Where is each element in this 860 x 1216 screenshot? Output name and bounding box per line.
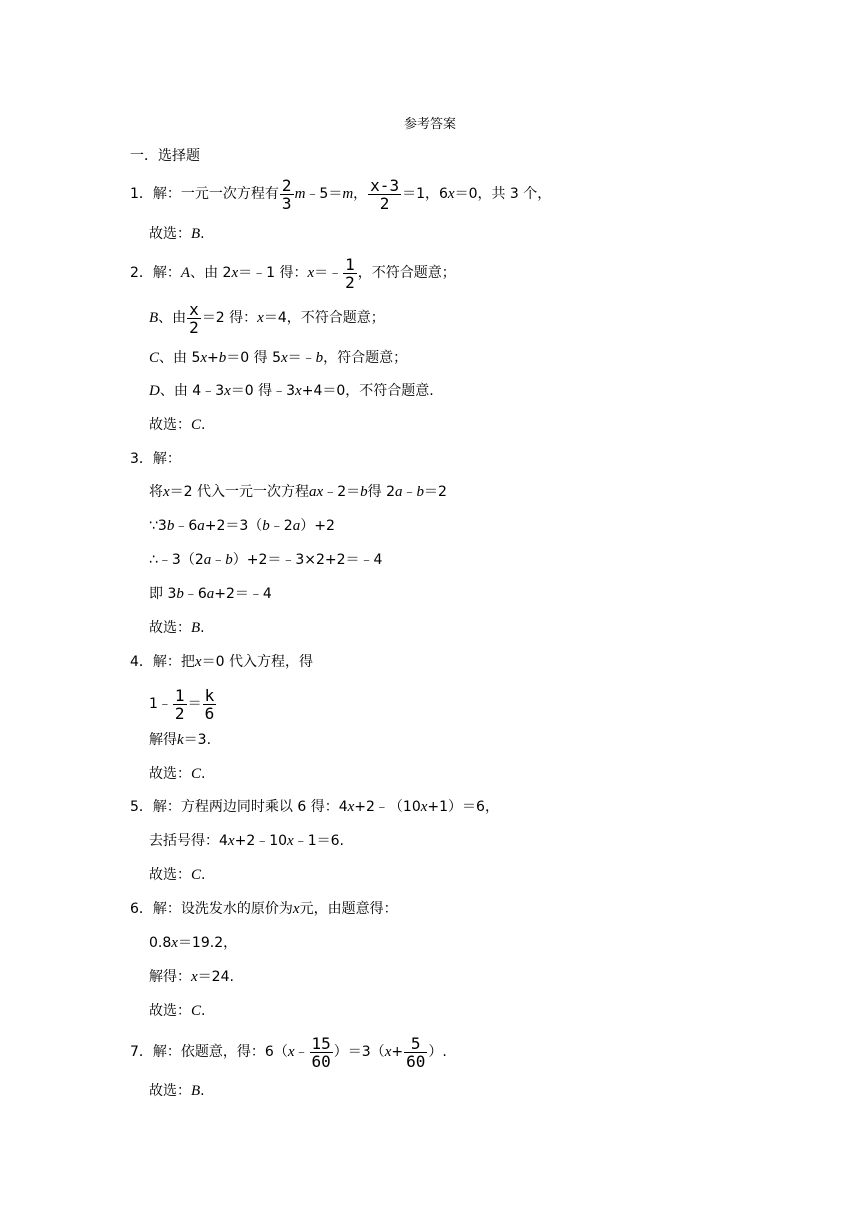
text: . <box>201 766 206 782</box>
answer-letter: C <box>191 867 202 883</box>
answer-label: 故选： <box>149 766 191 782</box>
variable: b <box>225 552 233 568</box>
answer-letter: C <box>191 1003 202 1019</box>
text: 得 2 <box>367 484 395 500</box>
text: ＝19.2， <box>177 935 238 951</box>
text: 元，由题意得： <box>299 901 398 917</box>
text: ＝﹣ <box>287 350 316 366</box>
text: 、由 2 <box>190 265 232 281</box>
text: 0.8 <box>149 935 172 951</box>
text: +4＝0，不符合题意. <box>301 383 434 399</box>
text: ＝﹣ <box>314 265 343 281</box>
text: ＝4，不符合题意； <box>263 310 385 326</box>
answer-letter: C <box>191 417 202 433</box>
text: ，不符合题意； <box>357 265 456 281</box>
text: +2﹣10 <box>234 833 288 849</box>
text: 将 <box>149 484 163 500</box>
option-letter: A <box>180 265 191 281</box>
numerator: 15 <box>311 1033 331 1053</box>
text: ﹣6 <box>174 518 198 534</box>
text: ＝2 得： <box>201 310 258 326</box>
answer-letter: B <box>191 1083 201 1099</box>
text: 3．解： <box>130 451 181 467</box>
text: ＝0 得﹣3 <box>230 383 296 399</box>
variable: a <box>394 484 403 500</box>
text: +2﹣（10 <box>354 799 421 815</box>
numerator: k <box>204 685 215 705</box>
option-letter: C <box>149 350 160 366</box>
q4-line-1 <box>130 642 313 682</box>
text: . <box>200 226 205 242</box>
text: ＝ <box>187 696 202 712</box>
text: ＝0 得 5 <box>226 350 281 366</box>
variable: x <box>224 383 231 399</box>
answer-label: 故选： <box>149 226 191 242</box>
fraction <box>280 177 294 212</box>
variable: x <box>191 969 198 985</box>
text: 7．解：依题意，得：6（ <box>130 1044 288 1060</box>
denominator: 2 <box>174 703 185 723</box>
denominator: 3 <box>281 193 292 213</box>
variable: b <box>315 350 324 366</box>
variable: x <box>287 833 294 849</box>
variable: b <box>360 484 368 500</box>
text: ＝0，共 3 个， <box>454 186 552 202</box>
text: + <box>207 350 219 366</box>
answer-letter: C <box>191 766 202 782</box>
fraction <box>310 1035 333 1070</box>
answer-label: 故选： <box>149 620 191 636</box>
q1-solution <box>130 174 551 214</box>
variable: x <box>163 484 170 500</box>
variable: x <box>420 799 428 815</box>
variable: x <box>347 799 355 815</box>
text: ＝3. <box>183 732 212 748</box>
q2-line-1 <box>130 253 456 293</box>
fraction <box>343 256 357 291</box>
fraction <box>187 301 201 336</box>
variable: x <box>295 383 302 399</box>
text: 解得 <box>149 732 177 748</box>
q2-line-2 <box>149 298 385 338</box>
q7-answer <box>149 1071 205 1111</box>
section-heading: 一．选择题 <box>130 148 200 164</box>
numerator: x <box>189 299 199 319</box>
text: 4．解：把 <box>130 654 195 670</box>
variable: x <box>447 186 455 202</box>
answer-letter: B <box>191 620 201 636</box>
text: ﹣2＝ <box>323 484 361 500</box>
option-letter: B <box>149 310 159 326</box>
text: ）+2＝﹣3×2+2＝﹣4 <box>232 552 383 568</box>
text: ﹣ <box>211 552 226 568</box>
text: +2＝3（ <box>204 518 263 534</box>
numerator: 1 <box>174 685 185 705</box>
numerator: 5 <box>410 1033 421 1053</box>
denominator: 2 <box>345 272 355 292</box>
variable: b <box>416 484 424 500</box>
variable: x <box>194 654 202 670</box>
text: 解得： <box>149 969 191 985</box>
fraction <box>203 687 217 722</box>
text: . <box>201 867 206 883</box>
text: ﹣1＝6. <box>293 833 344 849</box>
variable: b <box>262 518 270 534</box>
fraction <box>404 1035 427 1070</box>
text: +2＝﹣4 <box>214 586 272 602</box>
variable: x <box>227 833 235 849</box>
answer-label: 故选： <box>149 1003 191 1019</box>
text: . <box>200 620 205 636</box>
variable: x <box>231 265 239 281</box>
text: +1）＝6， <box>427 799 499 815</box>
text: ）+2 <box>300 518 335 534</box>
text: ﹣6 <box>183 586 207 602</box>
text: ＝1，6 <box>402 186 448 202</box>
text: 即 3 <box>149 586 177 602</box>
text: 6．解：设洗发水的原价为 <box>130 901 293 917</box>
text: ﹣ <box>294 1044 309 1060</box>
text: 5．解：方程两边同时乘以 6 得：4 <box>130 799 348 815</box>
answer-label: 故选： <box>149 867 191 883</box>
numerator: 1 <box>345 254 355 274</box>
variable: b <box>218 350 227 366</box>
text: ＝﹣1 得： <box>238 265 308 281</box>
text: . <box>200 1083 205 1099</box>
q4-line-2 <box>149 684 217 724</box>
text: 1﹣ <box>149 696 172 712</box>
variable: b <box>176 586 184 602</box>
text: ， <box>353 186 368 202</box>
text: ﹣5＝ <box>305 186 343 202</box>
text: 、由 <box>158 310 187 326</box>
q1-answer <box>149 214 205 254</box>
answer-letter: B <box>191 226 201 242</box>
variable: x <box>171 935 178 951</box>
text: ＝2 <box>423 484 447 500</box>
text: 、由 4﹣3 <box>159 383 225 399</box>
text: 去括号得：4 <box>149 833 228 849</box>
variable: x <box>257 310 264 326</box>
text: 、由 5 <box>159 350 201 366</box>
text: . <box>201 1003 206 1019</box>
variable: m <box>294 186 306 202</box>
numerator: x-3 <box>370 175 400 195</box>
text: ）. <box>428 1044 447 1060</box>
denominator: 2 <box>379 193 390 213</box>
answer-label: 故选： <box>149 1083 191 1099</box>
text: ）＝3（ <box>333 1044 385 1060</box>
text: . <box>201 417 206 433</box>
variable: x <box>287 1044 295 1060</box>
fraction <box>173 687 187 722</box>
variable: x <box>384 1044 392 1060</box>
variable: m <box>342 186 354 202</box>
variable: a <box>206 586 215 602</box>
q7-line-1 <box>130 1032 447 1072</box>
text: + <box>391 1044 404 1060</box>
variable: x <box>307 265 315 281</box>
denominator: 60 <box>311 1051 331 1071</box>
variable: a <box>292 518 301 534</box>
text: 2．解： <box>130 265 181 281</box>
text: ＝0 代入方程，得 <box>201 654 313 670</box>
variable: x <box>292 901 300 917</box>
text: ﹣2 <box>269 518 293 534</box>
variable: a <box>197 518 205 534</box>
text: ，符合题意； <box>323 350 408 366</box>
numerator: 2 <box>281 175 292 195</box>
denominator: 2 <box>189 317 199 337</box>
text: 1．解：一元一次方程有 <box>130 186 279 202</box>
page-title: 参考答案 <box>403 117 456 132</box>
denominator: 60 <box>406 1051 426 1071</box>
text: ＝2 代入一元一次方程 <box>169 484 310 500</box>
variable: a <box>203 552 212 568</box>
variable: x <box>200 350 208 366</box>
answer-label: 故选： <box>149 417 191 433</box>
variable: x <box>281 350 288 366</box>
variable: b <box>166 518 175 534</box>
variable: ax <box>309 484 324 500</box>
fraction <box>368 177 401 212</box>
text: ＝24. <box>197 969 234 985</box>
text: ﹣ <box>402 484 417 500</box>
q6-answer <box>149 991 205 1031</box>
denominator: 6 <box>204 703 215 723</box>
text: ∴﹣3（2 <box>149 552 204 568</box>
variable: k <box>177 732 184 748</box>
text: ∵3 <box>149 518 167 534</box>
option-letter: D <box>149 383 160 399</box>
